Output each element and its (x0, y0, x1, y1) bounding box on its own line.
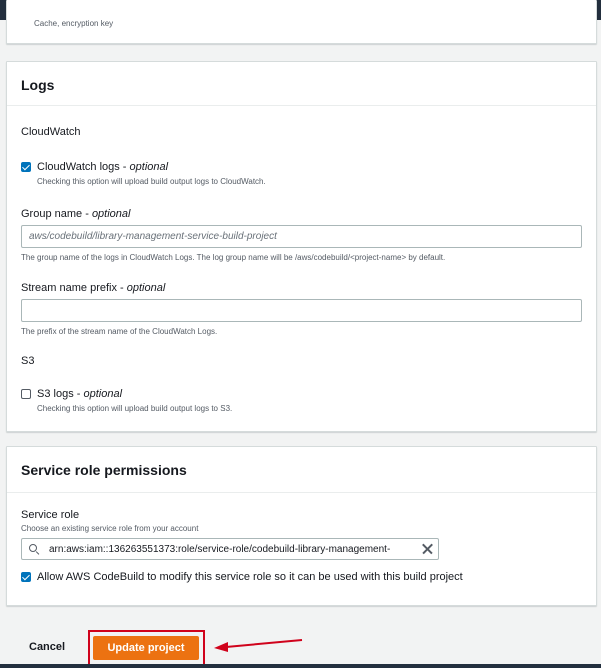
s3-logs-option: S3 logs - optional Checking this option will upload build output logs to S3. (21, 388, 582, 413)
clear-icon[interactable] (421, 543, 433, 555)
logs-panel: Logs CloudWatch CloudWatch logs - optional Checking this option will upload build output logs to CloudWatch. Group name - optional aws/codebuild/library-management-service-build-project The group name of the logs in CloudWatch Logs. The log group name will be /aws/codebuild/<project-name> by default. Stream name prefix - optional The prefix of the stream name of the CloudWatch Logs. S3 S3 logs - optional Checking this option will upload build output logs to S3. (6, 61, 597, 432)
s3-logs-description: Checking this option will upload build output logs to S3. (37, 404, 233, 413)
bottom-footer-bar (0, 664, 601, 668)
logs-header (7, 62, 596, 106)
group-name-input[interactable] (21, 225, 582, 248)
group-name-label: Group name (21, 208, 83, 220)
cancel-button[interactable]: Cancel (29, 641, 66, 653)
update-project-button[interactable]: Update project (93, 636, 199, 660)
stream-prefix-input[interactable] (21, 299, 582, 322)
service-role-title: Service role permissions (21, 462, 187, 478)
s3-logs-optional: optional (83, 388, 123, 400)
search-icon (29, 544, 39, 554)
service-role-value: arn:aws:iam::136263551373:role/service-role/codebuild-library-management- (49, 543, 391, 555)
allow-modify-role-label: Allow AWS CodeBuild to modify this service role so it can be used with this build project (37, 571, 463, 583)
service-role-panel (6, 446, 597, 606)
service-role-description: Choose an existing service role from your account (21, 524, 199, 533)
allow-modify-role-checkbox[interactable] (21, 572, 31, 582)
stream-prefix-label: Stream name prefix (21, 282, 117, 294)
cloudwatch-section-label: CloudWatch (21, 126, 81, 138)
service-role-select[interactable] (21, 538, 439, 560)
group-name-optional: optional (91, 208, 131, 220)
service-role-header (7, 447, 596, 493)
cloudwatch-logs-optional: optional (129, 161, 169, 173)
stream-prefix-optional: optional (126, 282, 166, 294)
cloudwatch-logs-label: CloudWatch logs (37, 161, 120, 173)
cloudwatch-logs-option: CloudWatch logs - optional Checking this option will upload build output logs to CloudWatch. (21, 161, 582, 186)
s3-section-label: S3 (21, 355, 35, 367)
stream-prefix-hint: The prefix of the stream name of the CloudWatch Logs. (21, 327, 218, 336)
logs-title: Logs (21, 77, 55, 93)
additional-configuration-subtext: Cache, encryption key (34, 19, 114, 28)
allow-modify-role-option (21, 571, 582, 583)
group-name-hint: The group name of the logs in CloudWatch Logs. The log group name will be /aws/codebuild/<project-name> by default. (21, 253, 446, 262)
s3-logs-label: S3 logs (37, 388, 74, 400)
service-role-label: Service role (21, 509, 80, 521)
s3-logs-checkbox[interactable] (21, 389, 31, 399)
cloudwatch-logs-description: Checking this option will upload build output logs to CloudWatch. (37, 177, 266, 186)
annotation-arrow-icon (214, 636, 304, 656)
cloudwatch-logs-checkbox[interactable] (21, 162, 31, 172)
